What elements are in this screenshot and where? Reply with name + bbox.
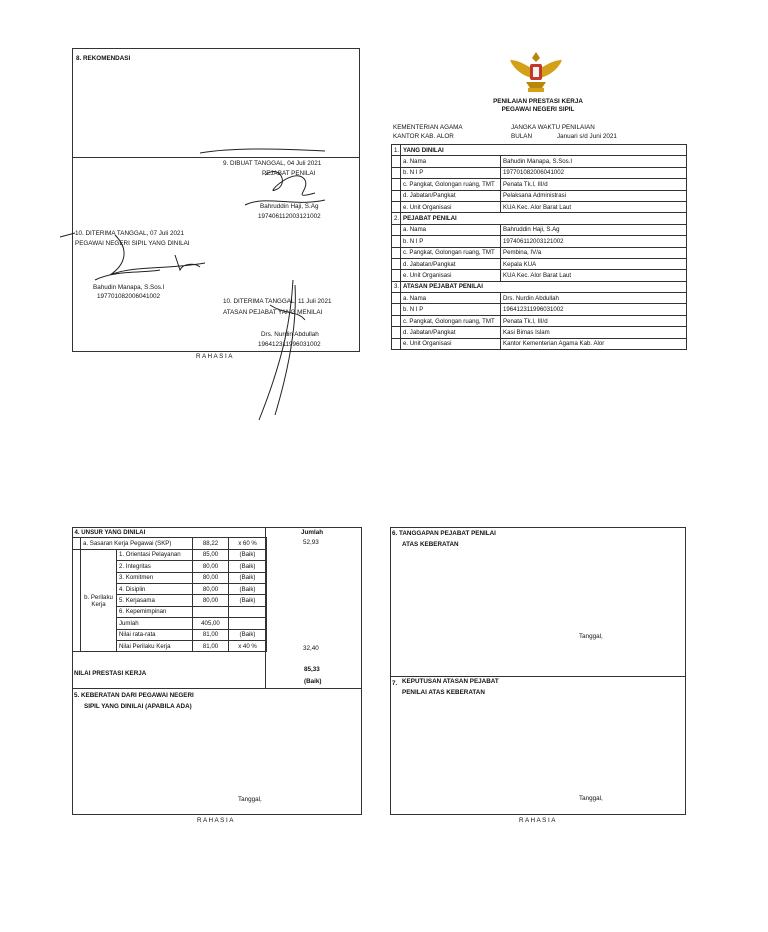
page2-title-1: PENILAIAN PRESTASI KERJA (493, 98, 583, 105)
spacer-cell (392, 224, 401, 235)
perilaku-item-note: (Baik) (229, 629, 267, 640)
nilai-prestasi-grade: (Baik) (304, 678, 322, 685)
info-label: a. Nama (401, 224, 501, 235)
perilaku-item-label: 2. Integritas (117, 561, 193, 572)
keberatan-label-2: SIPIL YANG DINILAI (APABILA ADA) (84, 703, 192, 710)
info-row (392, 167, 687, 178)
info-row (392, 190, 687, 201)
info-label: d. Jabatan/Pangkat (401, 190, 501, 201)
info-value: Kantor Kementerian Agama Kab. Alor (501, 338, 687, 349)
info-value: 197406112003121002 (501, 236, 687, 247)
spacer-cell (392, 156, 401, 167)
perilaku-item-note (229, 618, 267, 629)
employee-info-table (391, 144, 687, 350)
perilaku-item-value: 85,00 (193, 549, 229, 560)
info-label: d. Jabatan/Pangkat (401, 258, 501, 269)
info-value: 196412311996031002 (501, 304, 687, 315)
skp-total: 52,93 (303, 539, 319, 546)
page3-footer: R A H A S I A (197, 817, 234, 824)
perilaku-label-line: b. Perilaku (84, 593, 113, 601)
diterima-pegawai-nip: 197701082006041002 (97, 293, 161, 300)
perilaku-item-value: 80,00 (193, 572, 229, 583)
info-row (392, 270, 687, 281)
dibuat-role: PEJABAT PENILAI (262, 170, 316, 177)
section-title: ATASAN PEJABAT PENILAI (401, 281, 687, 292)
spacer-cell (392, 236, 401, 247)
perilaku-item-label: Nilai Perilaku Kerja (117, 640, 193, 651)
spacer-cell (392, 167, 401, 178)
page4-divider (390, 676, 686, 677)
info-label: c. Pangkat, Golongan ruang, TMT (401, 315, 501, 326)
page3-tanggal: Tanggal, (238, 796, 262, 803)
info-value: Bahruddin Haji, S.Ag (501, 224, 687, 235)
signature-atasan (245, 275, 315, 425)
page4-tanggal-1: Tanggal, (579, 633, 603, 640)
perilaku-total: 32,40 (303, 645, 319, 652)
perilaku-item-note: (Baik) (229, 549, 267, 560)
perilaku-item-label: 6. Kepemimpinan (117, 606, 193, 617)
spacer-cell (392, 304, 401, 315)
info-value: Bahudin Manapa, S.Sos.I (501, 156, 687, 167)
score-header-row (73, 527, 267, 538)
info-label: c. Pangkat, Golongan ruang, TMT (401, 247, 501, 258)
diterima-atasan-role: ATASAN PEJABAT YANG MENILAI (223, 309, 323, 316)
spacer-cell (73, 538, 81, 549)
bulan-value: Januari s/d Juni 2021 (557, 133, 617, 140)
diterima-atasan-nip: 196412311996031002 (258, 341, 321, 348)
info-value: Penata Tk.I, III/d (501, 179, 687, 190)
section-number: 3. (392, 281, 401, 292)
diterima-pegawai-role: PEGAWAI NEGERI SIPIL YANG DINILAI (75, 240, 190, 247)
info-row (392, 247, 687, 258)
page4-footer: R A H A S I A (519, 817, 556, 824)
info-label: e. Unit Organisasi (401, 201, 501, 212)
section-header-row (392, 145, 687, 156)
perilaku-label-line: Kerja (91, 600, 106, 608)
perilaku-item-value: 80,00 (193, 583, 229, 594)
info-row (392, 201, 687, 212)
info-label: b. N I P (401, 167, 501, 178)
perilaku-item-value (193, 606, 229, 617)
info-label: a. Nama (401, 156, 501, 167)
nilai-prestasi-label: NILAI PRESTASI KERJA (74, 670, 147, 677)
spacer-cell (392, 247, 401, 258)
info-row (392, 338, 687, 349)
info-row (392, 293, 687, 304)
info-value: KUA Kec. Alor Barat Laut (501, 270, 687, 281)
bulan-label: BULAN (511, 133, 532, 140)
info-label: c. Pangkat, Golongan ruang, TMT (401, 179, 501, 190)
skp-weight: x 60 % (229, 538, 267, 549)
perilaku-item-note (229, 606, 267, 617)
spacer-cell (392, 179, 401, 190)
info-row (392, 156, 687, 167)
info-value: Pelaksana Administrasi (501, 190, 687, 201)
info-value: Kepala KUA (501, 258, 687, 269)
info-row (392, 179, 687, 190)
signature-pegawai (55, 225, 215, 290)
skp-row (73, 538, 267, 549)
spacer-cell (392, 327, 401, 338)
keputusan-num: 7. (392, 680, 398, 687)
perilaku-item-label: 3. Komitmen (117, 572, 193, 583)
nilai-prestasi-value: 85,33 (304, 666, 320, 673)
info-label: b. N I P (401, 236, 501, 247)
perilaku-item-note: (Baik) (229, 595, 267, 606)
rekomendasi-label: 8. REKOMENDASI (76, 55, 131, 62)
keputusan-label-1: KEPUTUSAN ATASAN PEJABAT (402, 678, 499, 685)
dibuat-label: 9. DIBUAT TANGGAL, 04 Juli 2021 (223, 160, 322, 167)
skp-label: a. Sasaran Kerja Pegawai (SKP) (81, 538, 193, 549)
diterima-atasan-label: 10. DITERIMA TANGGAL, 11 Juli 2021 (223, 298, 332, 305)
perilaku-item-label: 4. Disiplin (117, 583, 193, 594)
dibuat-name: Bahruddin Haji, S.Ag (260, 203, 319, 210)
spacer-cell (392, 293, 401, 304)
diterima-atasan-name: Drs. Nurdin Abdullah (261, 331, 319, 338)
keberatan-label-1: 5. KEBERATAN DARI PEGAWAI NEGERI (74, 692, 194, 699)
perilaku-item-label: 5. Kerjasama (117, 595, 193, 606)
dibuat-nip: 197406112003121002 (258, 213, 321, 220)
page2-title-2: PEGAWAI NEGERI SIPIL (501, 106, 575, 113)
info-row (392, 327, 687, 338)
office-name: KANTOR KAB. ALOR (393, 133, 454, 140)
period-label: JANGKA WAKTU PENILAIAN (511, 124, 595, 131)
info-row (392, 304, 687, 315)
diterima-pegawai-name: Bahudin Manapa, S.Sos.I (93, 284, 165, 291)
section-header-row (392, 281, 687, 292)
spacer-cell (392, 258, 401, 269)
perilaku-item-label: Jumlah (117, 618, 193, 629)
info-label: e. Unit Organisasi (401, 338, 501, 349)
perilaku-item-note: (Baik) (229, 572, 267, 583)
info-value: Penata Tk.I, III/d (501, 315, 687, 326)
perilaku-label (81, 549, 117, 652)
info-value: Pembina, IV/a (501, 247, 687, 258)
perilaku-item-value: 405,00 (193, 618, 229, 629)
page4-tanggal-2: Tanggal, (579, 795, 603, 802)
spacer-cell (392, 270, 401, 281)
spacer-cell (392, 201, 401, 212)
section-number: 2. (392, 213, 401, 224)
section-title: YANG DINILAI (401, 145, 687, 156)
info-label: a. Nama (401, 293, 501, 304)
perilaku-item-value: 80,00 (193, 561, 229, 572)
section-number: 1. (392, 145, 401, 156)
info-row (392, 236, 687, 247)
info-value: KUA Kec. Alor Barat Laut (501, 201, 687, 212)
ministry-name: KEMENTERIAN AGAMA (393, 124, 463, 131)
perilaku-item-value: 81,00 (193, 629, 229, 640)
perilaku-item-note: (Baik) (229, 561, 267, 572)
spacer-cell (392, 315, 401, 326)
tanggapan-label-2: ATAS KEBERATAN (402, 541, 459, 548)
spacer-cell (392, 190, 401, 201)
section-header-row (392, 213, 687, 224)
info-row (392, 258, 687, 269)
score-header: 4. UNSUR YANG DINILAI (73, 527, 267, 538)
info-value: Drs. Nurdin Abdullah (501, 293, 687, 304)
spacer-cell (73, 549, 81, 652)
info-value: Kasi Bimas Islam (501, 327, 687, 338)
info-row (392, 315, 687, 326)
perilaku-item-label: Nilai rata-rata (117, 629, 193, 640)
page1-footer: R A H A S I A (196, 353, 233, 360)
page4-frame (390, 527, 686, 815)
signature-pejabat-penilai (195, 145, 335, 220)
keputusan-label-2: PENILAI ATAS KEBERATAN (402, 689, 485, 696)
diterima-pegawai-label: 10. DITERIMA TANGGAL, 07 Juli 2021 (75, 230, 184, 237)
perilaku-item-note: x 40 % (229, 640, 267, 651)
info-label: d. Jabatan/Pangkat (401, 327, 501, 338)
info-label: b. N I P (401, 304, 501, 315)
spacer-cell (392, 338, 401, 349)
section-title: PEJABAT PENILAI (401, 213, 687, 224)
perilaku-item-value: 80,00 (193, 595, 229, 606)
perilaku-item-value: 81,00 (193, 640, 229, 651)
perilaku-row (73, 549, 267, 560)
info-row (392, 224, 687, 235)
skp-value: 88,22 (193, 538, 229, 549)
score-column-divider (265, 527, 266, 688)
info-label: e. Unit Organisasi (401, 270, 501, 281)
perilaku-item-label: 1. Orientasi Pelayanan (117, 549, 193, 560)
info-value: 197701082006041002 (501, 167, 687, 178)
score-table (72, 527, 267, 652)
perilaku-item-note: (Baik) (229, 583, 267, 594)
score-bottom-line (72, 688, 362, 689)
garuda-emblem (506, 48, 566, 94)
jumlah-header: Jumlah (301, 529, 324, 536)
tanggapan-label-1: 6. TANGGAPAN PEJABAT PENILAI (392, 530, 496, 537)
